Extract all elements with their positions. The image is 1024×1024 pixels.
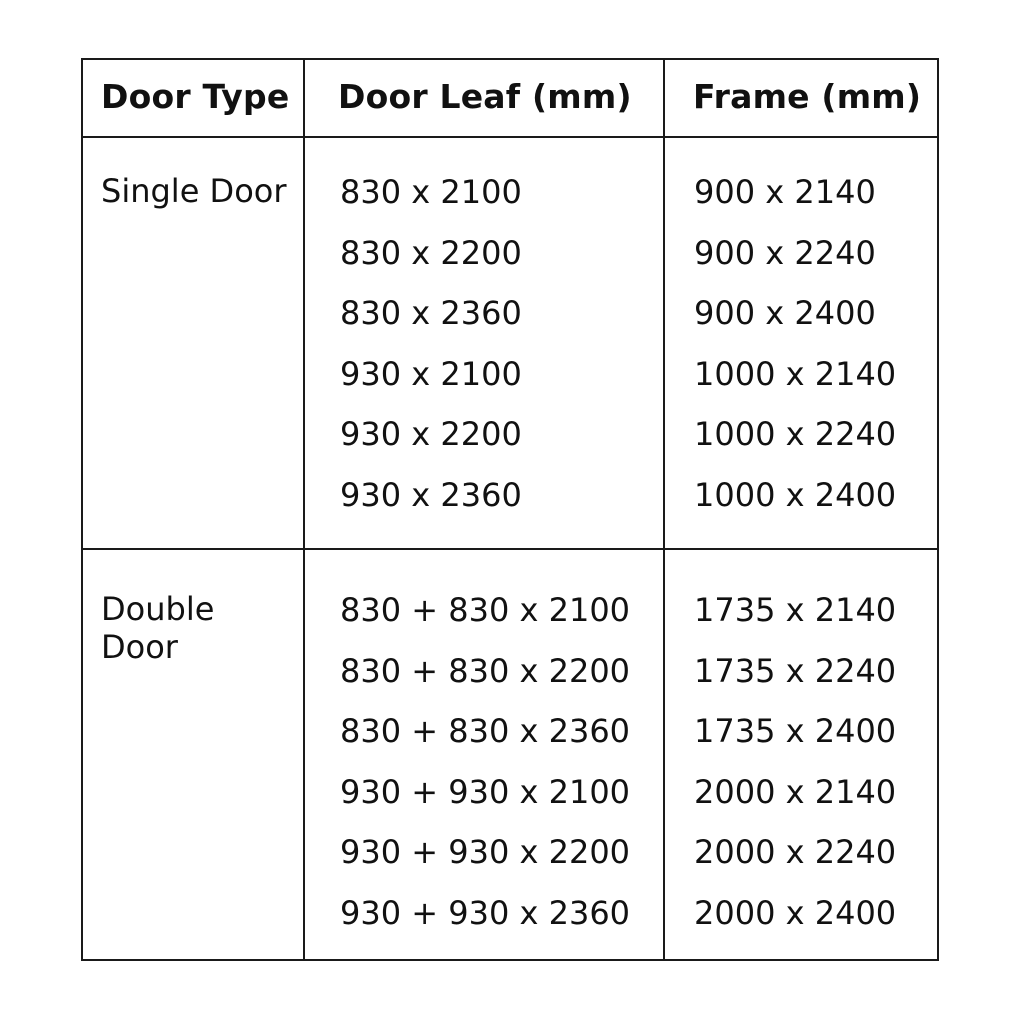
- table-cell: 2000 x 2140: [694, 772, 897, 811]
- group-label-single-door: Single Door: [101, 172, 287, 210]
- double-door-leaf-list: [340, 591, 630, 955]
- header-door-type: Door Type: [101, 77, 290, 116]
- table-cell: 900 x 2400: [694, 294, 876, 333]
- header-divider: [83, 136, 937, 138]
- table-cell: 2000 x 2400: [694, 893, 897, 932]
- table-cell: 1000 x 2140: [694, 354, 897, 393]
- table-cell: 830 + 830 x 2100: [340, 591, 631, 629]
- table-cell: 930 x 2100: [340, 354, 522, 393]
- table-cell: 1735 x 2140: [694, 591, 897, 629]
- group-divider: [83, 548, 937, 550]
- table-cell: 830 + 830 x 2200: [340, 651, 631, 690]
- table-cell: 930 + 930 x 2200: [340, 833, 631, 872]
- header-frame: Frame (mm): [693, 77, 922, 116]
- table-cell: 900 x 2240: [694, 233, 876, 272]
- table-cell: 930 + 930 x 2100: [340, 772, 631, 811]
- single-door-frame-list: [694, 173, 896, 537]
- table-cell: 1735 x 2400: [694, 712, 897, 751]
- group-label-double-door: Double Door: [101, 590, 215, 666]
- table-cell: 2000 x 2240: [694, 833, 897, 872]
- table-cell: 930 + 930 x 2360: [340, 893, 631, 932]
- table-cell: 1000 x 2400: [694, 475, 897, 514]
- table-cell: 830 x 2100: [340, 173, 522, 211]
- double-door-frame-list: [694, 591, 896, 955]
- table-cell: 830 + 830 x 2360: [340, 712, 631, 751]
- table-cell: 830 x 2200: [340, 233, 522, 272]
- table-cell: 930 x 2360: [340, 475, 522, 514]
- table-cell: 900 x 2140: [694, 173, 876, 211]
- table-cell: 930 x 2200: [340, 415, 522, 454]
- table-cell: 830 x 2360: [340, 294, 522, 333]
- column-divider: [663, 60, 665, 959]
- door-size-table: [81, 58, 939, 961]
- header-door-leaf: Door Leaf (mm): [338, 77, 632, 116]
- single-door-leaf-list: [340, 173, 522, 537]
- table-cell: 1000 x 2240: [694, 415, 897, 454]
- table-cell: 1735 x 2240: [694, 651, 897, 690]
- column-divider: [303, 60, 305, 959]
